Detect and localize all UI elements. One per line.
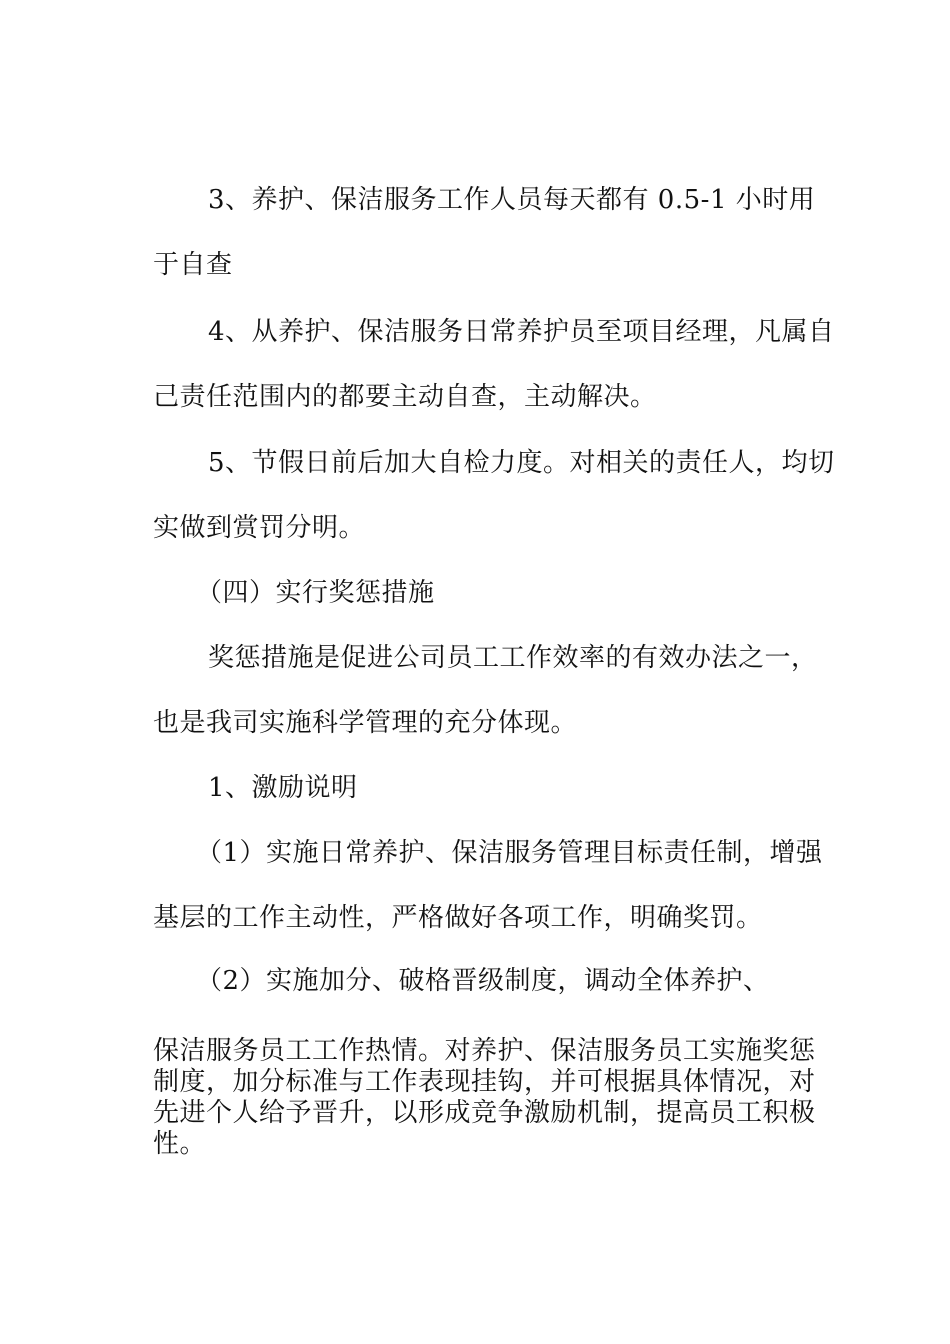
paragraph-line: （1）实施日常养护、保洁服务管理目标责任制，增强 (196, 838, 823, 868)
paragraph-line: 5、节假日前后加大自检力度。对相关的责任人，均切 (208, 448, 835, 478)
heading-text: （四）实行奖惩措施 (196, 578, 435, 608)
paragraph-rewards-intro (153, 626, 818, 756)
paragraph-line: 实做到赏罚分明。 (153, 513, 366, 543)
paragraph-incentive-2 (153, 949, 813, 1014)
subheading-incentive (153, 756, 813, 821)
paragraph-line: 于自查 (153, 250, 233, 280)
section-heading-rewards (153, 561, 813, 626)
paragraph-line: 基层的工作主动性，严格做好各项工作，明确奖罚。 (153, 903, 763, 933)
paragraph-line: 也是我司实施科学管理的充分体现。 (153, 708, 578, 738)
paragraph-line: 奖惩措施是促进公司员工工作效率的有效办法之一， (208, 643, 818, 673)
paragraph-self-check-time (153, 168, 816, 298)
paragraph-line: （2）实施加分、破格晋级制度，调动全体养护、 (196, 966, 770, 996)
paragraph-self-check-scope (153, 300, 835, 430)
paragraph-incentive-2-body (153, 1036, 818, 1160)
paragraph-line: 己责任范围内的都要主动自查，主动解决。 (153, 382, 657, 412)
paragraph-text: 保洁服务员工工作热情。对养护、保洁服务员工实施奖惩制度，加分标准与工作表现挂钩，并可根据具体情况，对先进个人给予晋升，以形成竞争激励机制，提高员工积极性。 (153, 1036, 816, 1159)
paragraph-incentive-1 (153, 821, 823, 951)
paragraph-line: 4、从养护、保洁服务日常养护员至项目经理，凡属自 (208, 317, 835, 347)
heading-text: 1、激励说明 (208, 773, 358, 803)
paragraph-holiday-inspection (153, 431, 835, 561)
paragraph-line: 3、养护、保洁服务工作人员每天都有 0.5-1 小时用 (208, 185, 816, 215)
